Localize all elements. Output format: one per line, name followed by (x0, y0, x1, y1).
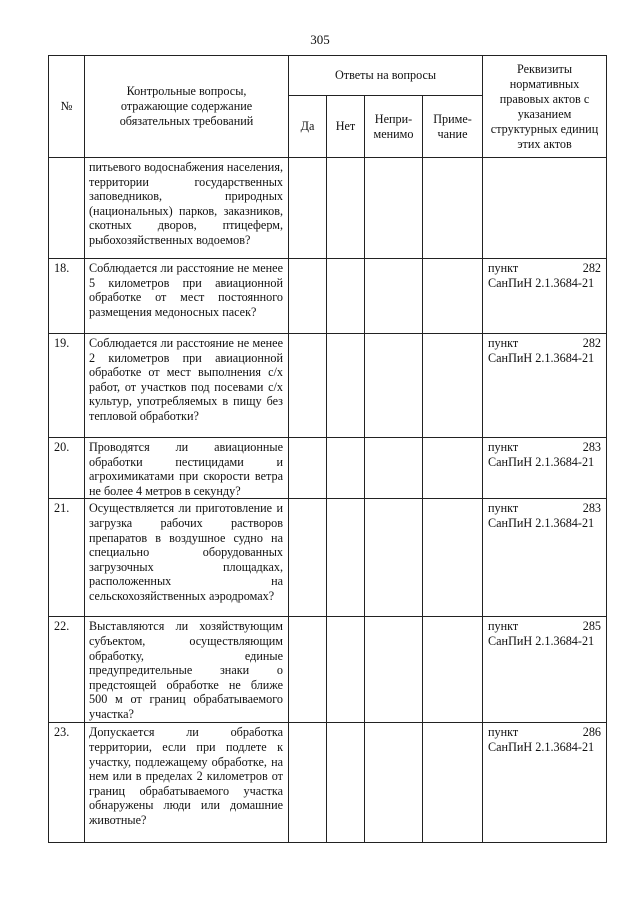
answer-yes-cell[interactable] (289, 158, 327, 259)
header-note: Приме-чание (423, 96, 483, 158)
table-row (49, 617, 607, 723)
answer-na-cell[interactable] (365, 438, 423, 499)
answer-yes-cell[interactable] (289, 259, 327, 334)
row-question (85, 158, 289, 259)
req-word: пункт (488, 440, 519, 454)
row-requisites (483, 158, 607, 259)
answer-na-cell[interactable] (365, 723, 423, 843)
req-word: пункт (488, 261, 519, 275)
question-text: Соблюдается ли расстояние не менее 2 километров при авиационной обработке от мест выполнения с/х работ, от участков под посевами с/х культур, употребляемых в пищу без тепловой обработки? (89, 336, 283, 423)
answer-note-cell[interactable] (423, 499, 483, 617)
req-document: СанПиН 2.1.3684-21 (488, 633, 595, 648)
req-document: СанПиН 2.1.3684-21 (488, 515, 595, 530)
table-row (49, 158, 607, 259)
req-number: 283 (582, 440, 602, 454)
req-word: пункт (488, 619, 519, 634)
question-text: Допускается ли обработка территории, если при подлете к участку, подлежащему обработке, на нем или в пределах 2 километров от границ обрабатываемого участка обнаружены люди или домашние животные? (89, 725, 283, 827)
checklist-table (48, 55, 607, 843)
answer-note-cell[interactable] (423, 723, 483, 843)
req-number: 286 (582, 725, 602, 740)
req-word: пункт (488, 501, 519, 516)
answer-no-cell[interactable] (327, 259, 365, 334)
answer-no-cell[interactable] (327, 438, 365, 499)
row-question (85, 723, 289, 843)
question-text: Выставляются ли хозяйствующим субъектом, осуществляющим обработку, единые предупредительные знаки о предстоящей обработке не ближе 500 м от границ обрабатываемого участка? (89, 619, 283, 721)
row-question (85, 334, 289, 438)
answer-yes-cell[interactable] (289, 334, 327, 438)
row-requisites (483, 438, 607, 499)
question-text: питьевого водоснабжения населения, территории государственных заповедников, природных (национальных) парков, заказников, скотных дворов, птицеферм, рыбохозяйственных водоемов? (89, 160, 283, 247)
row-requisites (483, 499, 607, 617)
answer-yes-cell[interactable] (289, 617, 327, 723)
row-requisites (483, 617, 607, 723)
question-text: Осуществляется ли приготовление и загрузка рабочих растворов препаратов в воздушное судно на специально оборудованных загрузочных площадках, расположенных на сельскохозяйственных аэродромах? (89, 501, 283, 603)
header-num: № (49, 56, 85, 158)
answer-yes-cell[interactable] (289, 438, 327, 499)
row-question (85, 499, 289, 617)
row-question (85, 259, 289, 334)
answer-note-cell[interactable] (423, 334, 483, 438)
req-document: СанПиН 2.1.3684-21 (488, 275, 595, 290)
header-no: Нет (327, 96, 365, 158)
answer-note-cell[interactable] (423, 158, 483, 259)
answer-no-cell[interactable] (327, 617, 365, 723)
answer-na-cell[interactable] (365, 334, 423, 438)
row-question (85, 438, 289, 499)
header-yes: Да (289, 96, 327, 158)
table-row (49, 723, 607, 843)
table-row (49, 499, 607, 617)
header-not-applicable: Непри-менимо (365, 96, 423, 158)
req-word: пункт (488, 336, 519, 350)
row-requisites (483, 259, 607, 334)
table-row (49, 259, 607, 334)
req-word: пункт (488, 725, 519, 740)
row-number: 23. (49, 723, 85, 843)
req-number: 285 (582, 619, 602, 634)
row-number: 21. (49, 499, 85, 617)
question-text: Проводятся ли авиационные обработки пестицидами и агрохимикатами при скорости ветра не более 4 метров в секунду? (89, 440, 283, 498)
req-document: СанПиН 2.1.3684-21 (488, 454, 595, 469)
question-text: Соблюдается ли расстояние не менее 5 километров при авиационной обработке от мест постоянного размещения медоносных пасек? (89, 261, 283, 319)
req-number: 282 (582, 261, 602, 275)
answer-note-cell[interactable] (423, 617, 483, 723)
answer-no-cell[interactable] (327, 723, 365, 843)
req-document: СанПиН 2.1.3684-21 (488, 350, 595, 365)
header-answers: Ответы на вопросы (289, 56, 483, 96)
req-document: СанПиН 2.1.3684-21 (488, 739, 595, 754)
answer-na-cell[interactable] (365, 259, 423, 334)
answer-note-cell[interactable] (423, 438, 483, 499)
row-requisites (483, 723, 607, 843)
answer-na-cell[interactable] (365, 499, 423, 617)
row-number (49, 158, 85, 259)
header-requisites: Реквизиты нормативных правовых актов с указанием структурных единиц этих актов (483, 56, 607, 158)
req-number: 283 (582, 501, 602, 516)
answer-no-cell[interactable] (327, 158, 365, 259)
row-number: 20. (49, 438, 85, 499)
table-row (49, 438, 607, 499)
row-number: 19. (49, 334, 85, 438)
answer-yes-cell[interactable] (289, 499, 327, 617)
answer-na-cell[interactable] (365, 617, 423, 723)
req-number: 282 (582, 336, 602, 350)
answer-no-cell[interactable] (327, 334, 365, 438)
row-number: 22. (49, 617, 85, 723)
answer-note-cell[interactable] (423, 259, 483, 334)
row-number: 18. (49, 259, 85, 334)
header-question: Контрольные вопросы, отражающие содержание обязательных требований (85, 56, 289, 158)
table-row (49, 334, 607, 438)
answer-no-cell[interactable] (327, 499, 365, 617)
answer-na-cell[interactable] (365, 158, 423, 259)
answer-yes-cell[interactable] (289, 723, 327, 843)
row-requisites (483, 334, 607, 438)
page-number: 305 (310, 32, 330, 47)
row-question (85, 617, 289, 723)
